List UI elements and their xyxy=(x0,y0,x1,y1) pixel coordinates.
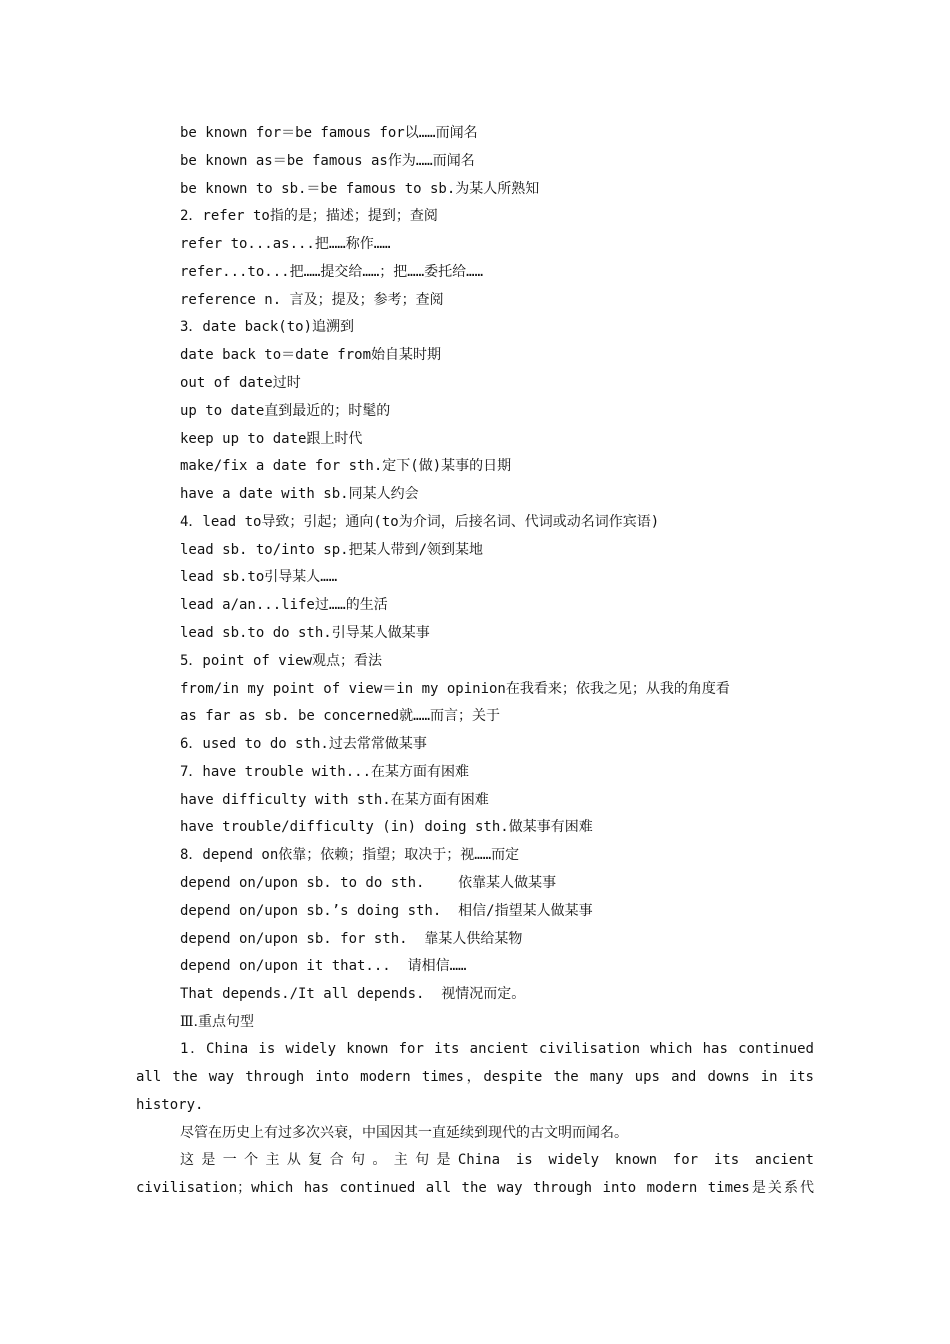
text-line: depend on/upon sb. for sth. 靠某人供给某物 xyxy=(180,931,523,947)
text-line: lead sb.to do sth.引导某人做某事 xyxy=(180,625,430,641)
text-line: up to date直到最近的；时髦的 xyxy=(180,403,391,419)
text-line: 8．depend on依靠；依赖；指望；取决于；视……而定 xyxy=(180,847,520,863)
text-line: refer...to...把……提交给……；把……委托给…… xyxy=(180,264,484,280)
text-line: make/fix a date for sth.定下(做)某事的日期 xyxy=(180,458,512,474)
text-line: have a date with sb.同某人约会 xyxy=(180,486,419,502)
text-line: refer to...as...把……称作…… xyxy=(180,236,391,252)
text-line: keep up to date跟上时代 xyxy=(180,431,363,447)
text-line: 4．lead to导致；引起；通向(to为介词，后接名词、代词或动名词作宾语) xyxy=(180,514,660,530)
text-line: lead sb.to引导某人…… xyxy=(180,569,338,585)
analysis-line: civilisation；which has continued all the way through into modern times是关系代 xyxy=(136,1180,814,1196)
text-line: from/in my point of view＝in my opinion在我看来；依我之见；从我的角度看 xyxy=(180,681,730,697)
text-line: have trouble/difficulty (in) doing sth.做某事有困难 xyxy=(180,819,593,835)
text-line: be known for＝be famous for以……而闻名 xyxy=(180,125,478,141)
text-line: 3．date back(to)追溯到 xyxy=(180,319,355,335)
text-line: be known to sb.＝be famous to sb.为某人所熟知 xyxy=(180,181,540,197)
example-sentence: 1．China is widely known for its ancient civilisation which has continued all the way through into modern times，despite the many ups and downs in its history. xyxy=(136,1041,814,1113)
text-line: 7．have trouble with...在某方面有困难 xyxy=(180,764,470,780)
text-line: date back to＝date from始自某时期 xyxy=(180,347,442,363)
text-line: as far as sb. be concerned就……而言；关于 xyxy=(180,708,501,724)
text-line: out of date过时 xyxy=(180,375,301,391)
text-line: depend on/upon sb. to do sth. 依靠某人做某事 xyxy=(180,875,557,891)
text-line: 2．refer to指的是；描述；提到；查阅 xyxy=(180,208,438,224)
sentence-translation: 尽管在历史上有过多次兴衰，中国因其一直延续到现代的古文明而闻名。 xyxy=(180,1125,628,1141)
text-line: be known as＝be famous as作为……而闻名 xyxy=(180,153,475,169)
text-line: lead a/an...life过……的生活 xyxy=(180,597,388,613)
text-line: depend on/upon sb.’s doing sth. 相信/指望某人做某事 xyxy=(180,903,593,919)
text-line: That depends./It all depends. 视情况而定。 xyxy=(180,986,526,1002)
text-line: lead sb. to/into sp.把某人带到/领到某地 xyxy=(180,542,484,558)
text-line: have difficulty with sth.在某方面有困难 xyxy=(180,792,489,808)
analysis-line: 这是一个主从复合句。主句是China is widely known for its ancient xyxy=(180,1152,814,1168)
text-line: reference n. 言及；提及；参考；查阅 xyxy=(180,292,444,308)
text-line: 6．used to do sth.过去常常做某事 xyxy=(180,736,427,752)
section-heading: Ⅲ.重点句型 xyxy=(180,1014,254,1030)
text-line: 5．point of view观点；看法 xyxy=(180,653,383,669)
text-line: depend on/upon it that... 请相信…… xyxy=(180,958,467,974)
